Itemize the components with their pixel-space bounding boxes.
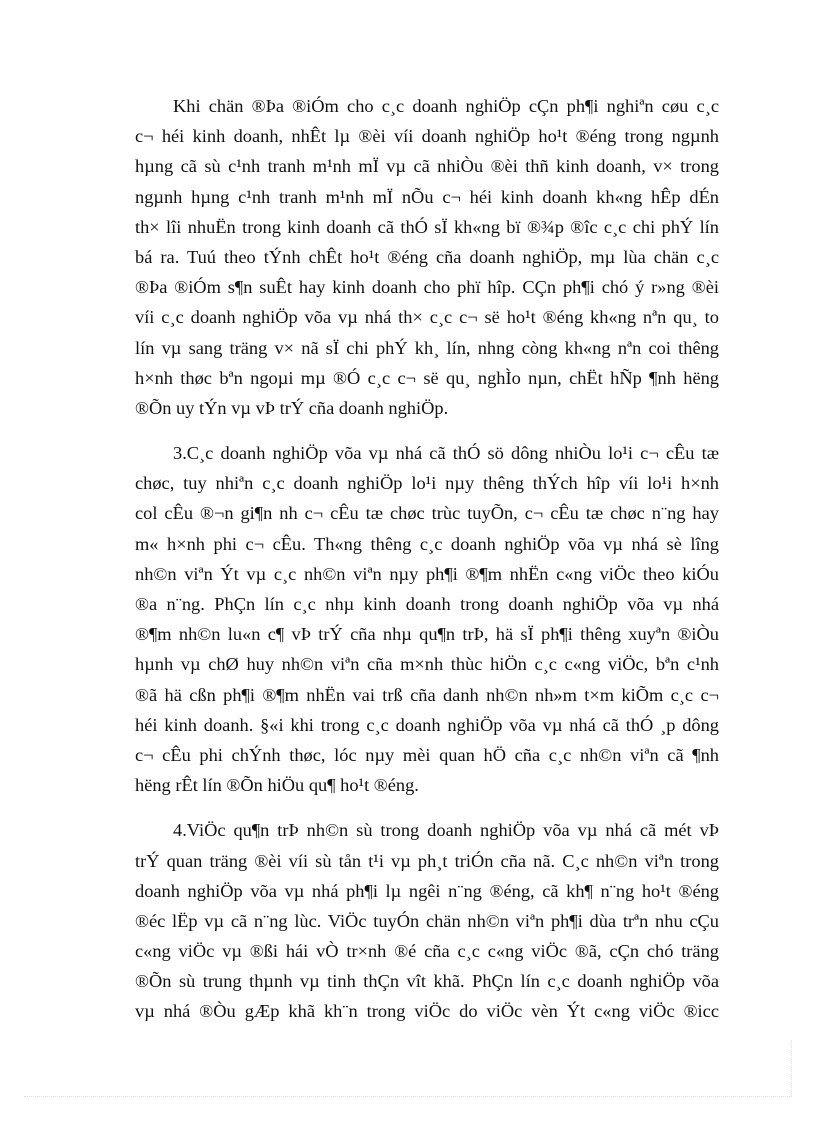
text-line: h×nh thøc bªn ngoµi mµ ®Ó c¸c c¬ së qu¸ nghÌo nµn, chËt hÑp ¶nh hëng	[135, 367, 719, 388]
text-line: lín vµ sang träng v× nã sÏ chi phÝ kh¸ lín, nhng còng kh«ng nªn coi thêng	[135, 337, 719, 358]
page-bottom-border	[24, 1096, 792, 1097]
text-line: c¬ cÊu phi chÝnh thøc, lóc nµy mèi quan hÖ cña c¸c nh©n viªn cã ¶nh	[135, 744, 719, 765]
text-line: héi kinh doanh. §«i khi trong c¸c doanh nghiÖp võa vµ nhá cã thÓ ¸p dông	[135, 714, 719, 735]
text-line: col cÊu ®¬n gi¶n nh c¬ cÊu tæ chøc trùc tuyÕn, c¬ cÊu tæ chøc n¨ng hay	[135, 503, 719, 524]
text-line: chøc, tuy nhiªn c¸c doanh nghiÖp lo¹i nµy thêng thÝch hîp víi lo¹i h×nh	[135, 473, 719, 494]
text-line: th× lîi nhuËn trong kinh doanh cã thÓ sÏ kh«ng bï ®¾p ®îc c¸c chi phÝ lín	[135, 216, 719, 237]
paragraph-human-resources	[135, 815, 719, 1026]
text-line: nh©n viªn Ýt vµ c¸c nh©n viªn nµy ph¶i ®¶m nhËn c«ng viÖc theo kiÓu	[135, 563, 719, 584]
paragraph-organization-structure	[135, 438, 719, 800]
paragraph-site-selection	[135, 91, 719, 423]
text-line: trÝ quan träng ®èi víi sù tån t¹i vµ ph¸t triÓn cña nã. C¸c nh©n viªn trong	[135, 850, 719, 871]
text-line: ngµnh hµng c¹nh tranh m¹nh mÏ nÕu c¬ héi kinh doanh kh«ng hÊp dÉn	[135, 186, 719, 207]
text-line: ®a n¨ng. PhÇn lín c¸c nhµ kinh doanh trong doanh nghiÖp võa vµ nhá	[135, 594, 719, 614]
text-line: c«ng viÖc vµ ®ßi hái vÒ tr×nh ®é cña c¸c c«ng viÖc ®ã, cÇn chó träng	[135, 941, 719, 962]
text-line: 4.ViÖc qu¶n trÞ nh©n sù trong doanh nghiÖp võa vµ nhá cã mét vÞ	[173, 820, 719, 841]
text-line: ®ã hä cßn ph¶i ®¶m nhËn vai trß cña danh nh©n nh»m t×m kiÕm c¸c c¬	[135, 684, 719, 705]
text-line: doanh nghiÖp võa vµ nhá ph¶i lµ ngêi n¨ng ®éng, cã kh¶ n¨ng ho¹t ®éng	[135, 880, 719, 901]
document-body	[135, 91, 719, 1027]
text-line: ®Õn sù trung thµnh vµ tinh thÇn vît khã. PhÇn lín c¸c doanh nghiÖp võa	[135, 971, 719, 992]
text-line: m« h×nh phi c¬ cÊu. Th«ng thêng c¸c doanh nghiÖp võa vµ nhá sè lîng	[135, 533, 719, 554]
text-line: víi c¸c doanh nghiÖp võa vµ nhá th× c¸c c¬ së ho¹t ®éng kh«ng nªn qu¸ to	[135, 307, 719, 328]
text-line: ®¶m nh©n lu«n c¶ vÞ trÝ cña nhµ qu¶n trÞ, hä sÏ ph¶i thêng xuyªn ®iÒu	[135, 624, 719, 645]
text-line: Khi chän ®Þa ®iÓm cho c¸c doanh nghiÖp cÇn ph¶i nghiªn cøu c¸c	[173, 96, 719, 116]
text-line: hµng cã sù c¹nh tranh m¹nh mÏ vµ cã nhiÒu ®èi thñ kinh doanh, v× trong	[135, 156, 719, 177]
text-line: ®Õn uy tÝn vµ vÞ trÝ cña doanh nghiÖp.	[135, 397, 449, 418]
text-line: hëng rÊt lín ®Õn hiÖu qu¶ ho¹t ®éng.	[135, 775, 419, 796]
text-line: vµ nhá ®Òu gÆp khã kh¨n trong viÖc do viÖc vèn Ýt c«ng viÖc ®icc	[135, 1001, 719, 1022]
text-line: c¬ héi kinh doanh, nhÊt lµ ®èi víi doanh nghiÖp ho¹t ®éng trong ngµnh	[135, 126, 719, 147]
text-line: hµnh vµ chØ huy nh©n viªn cña m×nh thùc hiÖn c¸c c«ng viÖc, bªn c¹nh	[135, 654, 719, 675]
paragraph-spacer	[135, 800, 719, 815]
text-line: 3.C¸c doanh nghiÖp võa vµ nhá cã thÓ sö dông nhiÒu lo¹i c¬ cÊu tæ	[173, 443, 719, 464]
text-line: bá ra. Tuú theo tÝnh chÊt ho¹t ®éng cña doanh nghiÖp, mµ lùa chän c¸c	[135, 246, 719, 267]
paragraph-spacer	[135, 423, 719, 438]
page-corner-border	[791, 1040, 792, 1096]
text-line: ®éc lËp vµ cã n¨ng lùc. ViÖc tuyÓn chän nh©n viªn ph¶i dùa trªn nhu cÇu	[135, 910, 719, 931]
text-line: ®Þa ®iÓm s¶n suÊt hay kinh doanh cho phï hîp. CÇn ph¶i chó ý r»ng ®èi	[135, 277, 719, 298]
